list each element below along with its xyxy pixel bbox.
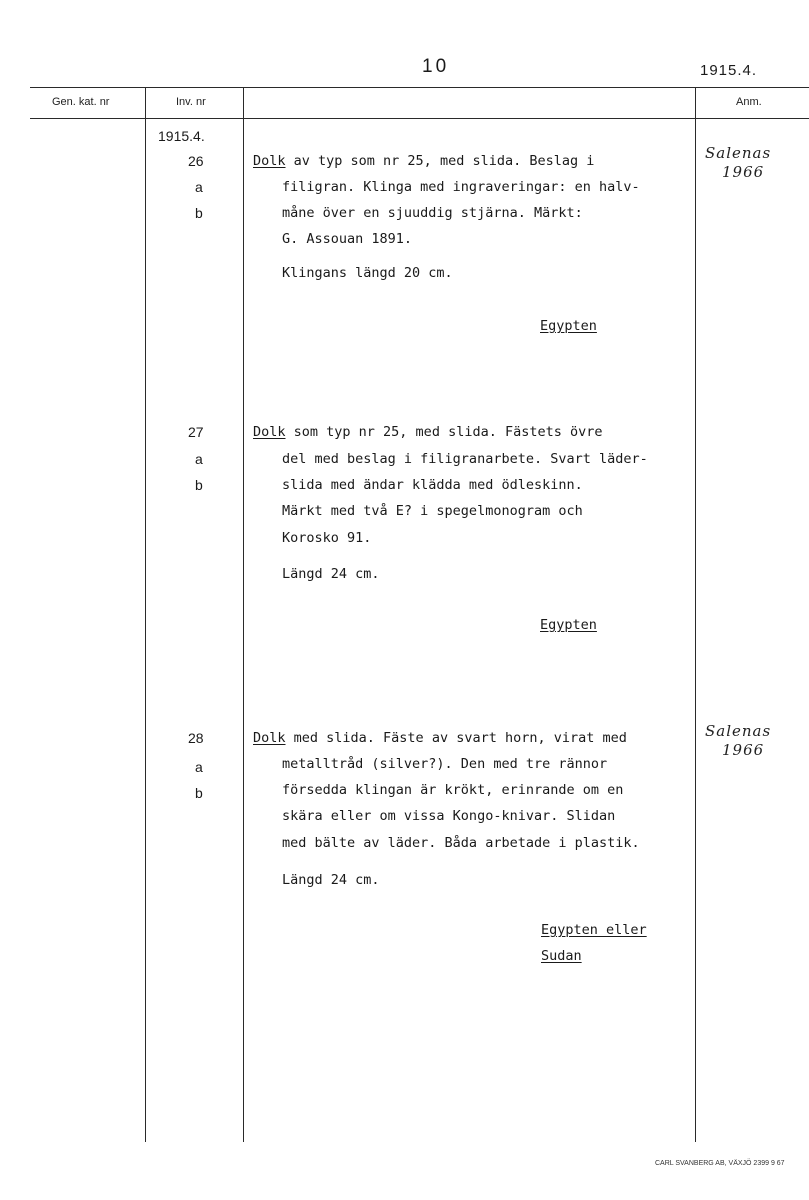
description-line: med bälte av läder. Båda arbetade i plastik. [282, 835, 640, 851]
origin-line: Egypten [540, 617, 597, 633]
remark-handwritten: Salenas [705, 144, 772, 162]
object-keyword: Dolk [253, 730, 286, 746]
description-line: Märkt med två E? i spegelmonogram och [282, 503, 583, 519]
description-line [253, 730, 627, 746]
column-header-anm: Anm. [736, 96, 762, 108]
description-line [253, 153, 594, 169]
description-line: försedda klingan är krökt, erinrande om en [282, 782, 624, 798]
inv-part: b [195, 477, 203, 493]
remark-handwritten-year: 1966 [722, 741, 765, 759]
column-divider-3 [695, 87, 696, 1142]
inv-part: b [195, 785, 203, 801]
inv-prefix: 1915.4. [158, 128, 205, 144]
description-line: måne över en sjuuddig stjärna. Märkt: [282, 205, 583, 221]
inv-part: a [195, 451, 203, 467]
origin-line: Egypten [540, 318, 597, 334]
inv-part: b [195, 205, 203, 221]
description-line: skära eller om vissa Kongo-knivar. Slidan [282, 808, 616, 824]
length-line: Längd 24 cm. [282, 566, 380, 582]
remark-handwritten-year: 1966 [722, 163, 765, 181]
object-keyword: Dolk [253, 424, 286, 440]
header-bottom-rule [30, 118, 809, 119]
description-line [253, 424, 603, 440]
catalog-number: 1915.4. [700, 62, 758, 79]
inv-number: 27 [188, 424, 204, 440]
column-divider-1 [145, 87, 146, 1142]
page-number: 10 [422, 56, 450, 77]
length-line: Längd 24 cm. [282, 872, 380, 888]
column-header-gen-kat-nr: Gen. kat. nr [52, 96, 110, 108]
description-text: med slida. Fäste av svart horn, virat med [285, 730, 627, 746]
inv-part: a [195, 759, 203, 775]
object-keyword: Dolk [253, 153, 286, 169]
description-line: G. Assouan 1891. [282, 231, 413, 247]
column-divider-2 [243, 87, 244, 1142]
column-header-inv-nr: Inv. nr [176, 96, 206, 108]
description-text: av typ som nr 25, med slida. Beslag i [285, 153, 595, 169]
header-top-rule [30, 87, 809, 88]
printer-mark: CARL SVANBERG AB, VÄXJÖ 2399 9 67 [655, 1160, 785, 1167]
description-line: filigran. Klinga med ingraveringar: en halv- [282, 179, 640, 195]
description-text: som typ nr 25, med slida. Fästets övre [285, 424, 603, 440]
description-line: del med beslag i filigranarbete. Svart läder- [282, 451, 648, 467]
description-line: slida med ändar klädda med ödleskinn. [282, 477, 583, 493]
inv-number: 26 [188, 153, 204, 169]
origin-line: Egypten eller [541, 922, 647, 938]
remark-handwritten: Salenas [705, 722, 772, 740]
description-line: Korosko 91. [282, 530, 372, 546]
origin-line: Sudan [541, 948, 582, 964]
description-line: metalltråd (silver?). Den med tre rännor [282, 756, 608, 772]
inv-number: 28 [188, 730, 204, 746]
length-line: Klingans längd 20 cm. [282, 265, 453, 281]
inv-part: a [195, 179, 203, 195]
